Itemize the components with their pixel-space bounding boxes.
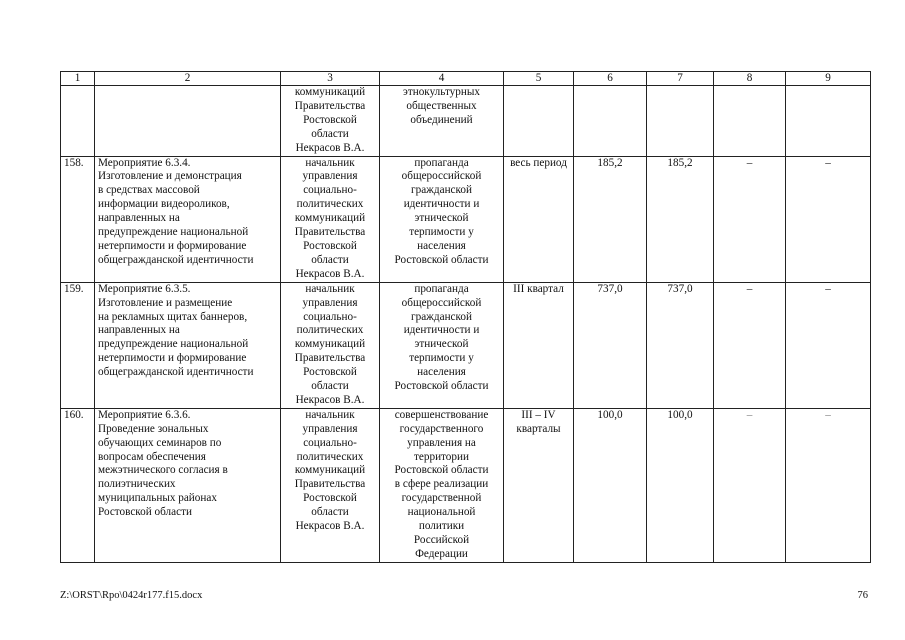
header-cell-4: 4 <box>380 72 504 86</box>
table-row <box>61 156 871 282</box>
header-row <box>61 72 871 86</box>
header-cell-7: 7 <box>647 72 714 86</box>
col8-cell: – <box>714 408 786 562</box>
result-cell: пропаганда общероссийской гражданской идентичности и этнической терпимости у населения Ростовской области <box>380 156 504 282</box>
col9-cell: – <box>786 156 871 282</box>
result-cell: пропаганда общероссийской гражданской идентичности и этнической терпимости у населения Ростовской области <box>380 282 504 408</box>
budget-cell: 100,0 <box>647 408 714 562</box>
col8-cell: – <box>714 282 786 408</box>
col9-cell: – <box>786 408 871 562</box>
col9-cell: – <box>786 282 871 408</box>
header-cell-3: 3 <box>281 72 380 86</box>
total-cell: 185,2 <box>574 156 647 282</box>
header-cell-9: 9 <box>786 72 871 86</box>
activity-name: Мероприятие 6.3.5. Изготовление и размещение на рекламных щитах баннеров, направленных на предупреждение национальной нетерпимости и формирование общегражданской идентичности <box>95 282 281 408</box>
result-cell: совершенствование государственного управления на территории Ростовской области в сфере реализации государственной национальной политики Российской Федерации <box>380 408 504 562</box>
continuation-row <box>61 86 871 157</box>
period-cell: III – IV кварталы <box>504 408 574 562</box>
row-number: 158. <box>61 156 95 282</box>
row-number: 159. <box>61 282 95 408</box>
header-cell-8: 8 <box>714 72 786 86</box>
table-row <box>61 408 871 562</box>
responsible-cell: коммуникаций Правительства Ростовской области Некрасов В.А. <box>281 86 380 157</box>
responsible-cell: начальник управления социально- политических коммуникаций Правительства Ростовской области Некрасов В.А. <box>281 408 380 562</box>
result-cell: этнокультурных общественных объединений <box>380 86 504 157</box>
period-cell: III квартал <box>504 282 574 408</box>
period-cell: весь период <box>504 156 574 282</box>
header-cell-2: 2 <box>95 72 281 86</box>
responsible-cell: начальник управления социально- политических коммуникаций Правительства Ростовской области Некрасов В.А. <box>281 156 380 282</box>
header-cell-5: 5 <box>504 72 574 86</box>
responsible-cell: начальник управления социально- политических коммуникаций Правительства Ростовской области Некрасов В.А. <box>281 282 380 408</box>
program-activities-table <box>60 71 871 563</box>
document-path: Z:\ORST\Rpo\0424r177.f15.docx <box>60 590 203 601</box>
total-cell: 100,0 <box>574 408 647 562</box>
budget-cell: 737,0 <box>647 282 714 408</box>
total-cell: 737,0 <box>574 282 647 408</box>
col8-cell: – <box>714 156 786 282</box>
activity-name: Мероприятие 6.3.6. Проведение зональных обучающих семинаров по вопросам обеспечения межэтнического согласия в полиэтнических муниципальных районах Ростовской области <box>95 408 281 562</box>
page-number: 76 <box>857 590 868 601</box>
budget-cell: 185,2 <box>647 156 714 282</box>
header-cell-6: 6 <box>574 72 647 86</box>
table-row <box>61 282 871 408</box>
header-cell-1: 1 <box>61 72 95 86</box>
activity-name: Мероприятие 6.3.4. Изготовление и демонстрация в средствах массовой информации видеороликов, направленных на предупреждение национальной нетерпимости и формирование общегражданской идентичности <box>95 156 281 282</box>
row-number: 160. <box>61 408 95 562</box>
